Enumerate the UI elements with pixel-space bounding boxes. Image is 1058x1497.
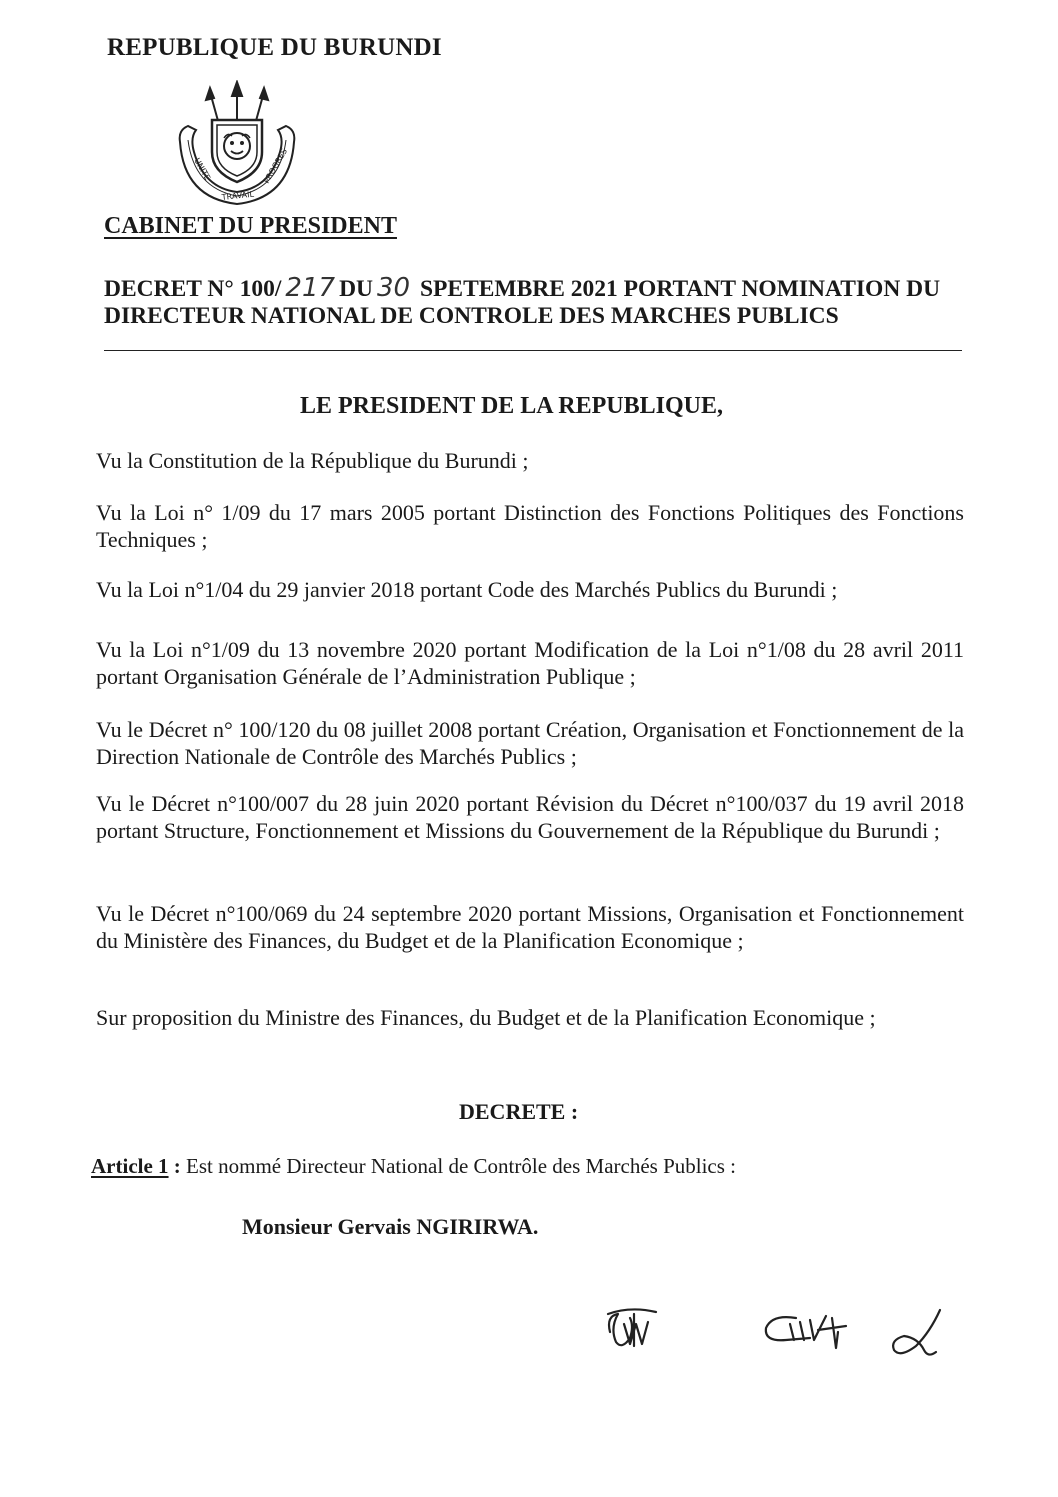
- article-1-colon: :: [168, 1154, 187, 1178]
- preamble-paragraph: Vu la Loi n° 1/09 du 17 mars 2005 portant Distinction des Fonctions Politiques des Fonctions Techniques ;: [96, 500, 964, 552]
- coat-of-arms-icon: [172, 80, 302, 210]
- article-1-label: Article 1: [91, 1154, 169, 1178]
- preamble-paragraph: Vu la Loi n°1/04 du 29 janvier 2018 portant Code des Marchés Publics du Burundi ;: [96, 577, 838, 602]
- svg-text:TRAVAIL: TRAVAIL: [221, 189, 255, 202]
- title-divider: [104, 350, 962, 351]
- handwritten-initials-icon: [600, 1302, 960, 1372]
- preamble-paragraph: Vu le Décret n°100/007 du 28 juin 2020 portant Révision du Décret n°100/037 du 19 avril 2018 portant Structure, Fonctionnement et Missions du Gouvernement de la République du Burundi ;: [96, 791, 964, 843]
- appointee-name: Monsieur Gervais NGIRIRWA.: [242, 1214, 539, 1239]
- handwritten-day: 30: [377, 273, 411, 303]
- preamble-paragraph: Sur proposition du Ministre des Finances, du Budget et de la Planification Economique ;: [96, 1005, 876, 1030]
- decree-title: [104, 275, 984, 330]
- handwritten-decree-number: 217: [285, 273, 336, 303]
- svg-text:UNITE: UNITE: [192, 156, 213, 182]
- president-heading: LE PRESIDENT DE LA REPUBLIQUE,: [300, 393, 723, 419]
- country-name: REPUBLIQUE DU BURUNDI: [107, 34, 442, 61]
- article-1-text: Est nommé Directeur National de Contrôle des Marchés Publics :: [186, 1154, 736, 1178]
- decree-title-prefix: DECRET N° 100/: [104, 276, 282, 302]
- cabinet-heading: CABINET DU PRESIDENT: [104, 213, 397, 239]
- preamble-paragraph: Vu le Décret n°100/069 du 24 septembre 2020 portant Missions, Organisation et Fonctionnement du Ministère des Finances, du Budget et de la Planification Economique ;: [96, 901, 964, 953]
- decree-title-rest: SPETEMBRE 2021 PORTANT NOMINATION DU DIRECTEUR NATIONAL DE CONTROLE DES MARCHES PUBLICS: [104, 276, 941, 329]
- decrete-heading: DECRETE :: [459, 1099, 579, 1124]
- preamble-paragraph: Vu la Loi n°1/09 du 13 novembre 2020 portant Modification de la Loi n°1/08 du 28 avril 2011 portant Organisation Générale de l’Administration Publique ;: [96, 637, 964, 689]
- decree-title-du: DU: [339, 276, 374, 302]
- article-1: [91, 1154, 971, 1179]
- preamble-paragraph: Vu la Constitution de la République du Burundi ;: [96, 448, 529, 473]
- svg-text:PROGRES: PROGRES: [261, 147, 290, 185]
- preamble-paragraph: Vu le Décret n° 100/120 du 08 juillet 2008 portant Création, Organisation et Fonctionnement de la Direction Nationale de Contrôle des Marchés Publics ;: [96, 717, 964, 769]
